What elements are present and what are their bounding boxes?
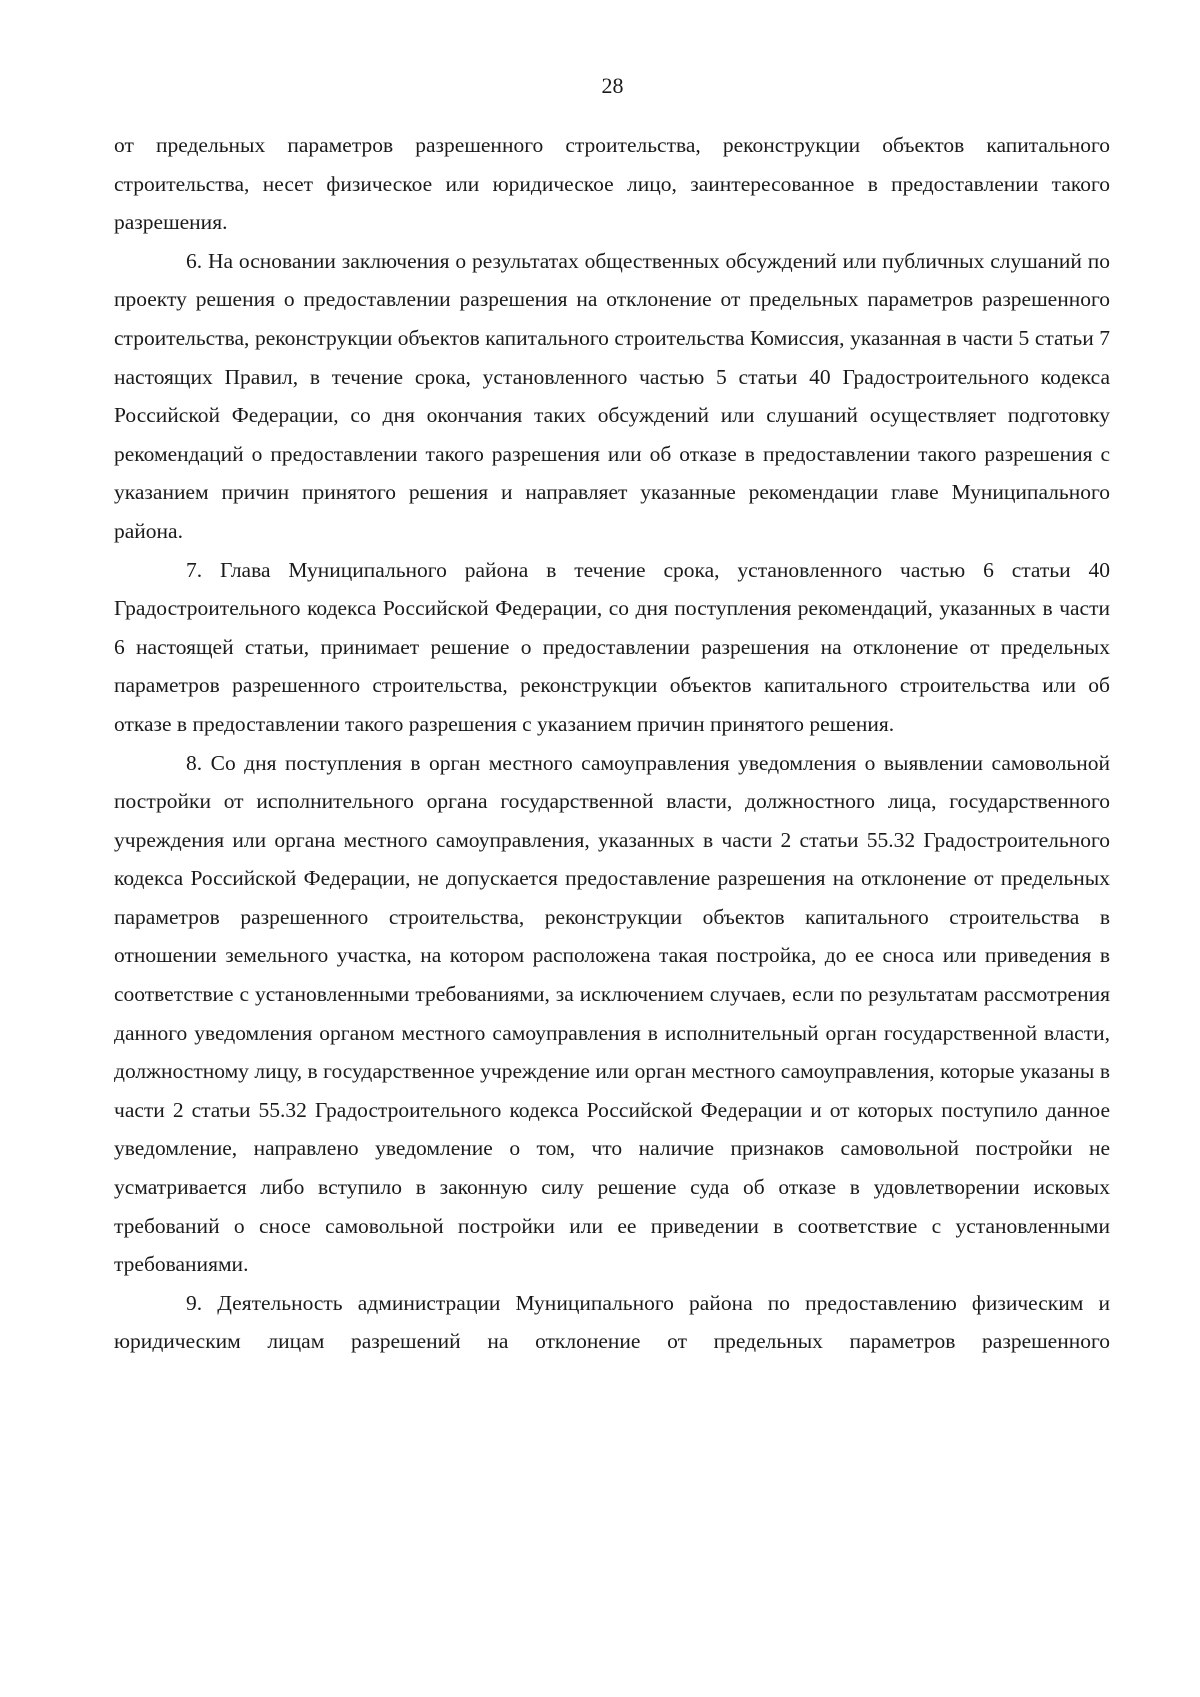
- paragraph-item-8: 8. Со дня поступления в орган местного самоуправления уведомления о выявлении самовольной постройки от исполнительного органа государственной власти, должностного лица, государственного учреждения или органа местного самоуправления, указанных в части 2 статьи 55.32 Градостроительного кодекса Российской Федерации, не допускается предоставление разрешения на отклонение от предельных параметров разрешенного строительства, реконструкции объектов капитального строительства в отношении земельного участка, на котором расположена такая постройка, до ее сноса или приведения в соответствие с установленными требованиями, за исключением случаев, если по результатам рассмотрения данного уведомления органом местного самоуправления в исполнительный орган государственной власти, должностному лицу, в государственное учреждение или орган местного самоуправления, которые указаны в части 2 статьи 55.32 Градостроительного кодекса Российской Федерации и от которых поступило данное уведомление, направлено уведомление о том, что наличие признаков самовольной постройки не усматривается либо вступило в законную силу решение суда об отказе в удовлетворении исковых требований о сносе самовольной постройки или ее приведении в соответствие с установленными требованиями.: [114, 750, 1110, 1277]
- paragraph-item-7: 7. Глава Муниципального района в течение срока, установленного частью 6 статьи 40 Градостроительного кодекса Российской Федерации, со дня поступления рекомендаций, указанных в части 6 настоящей статьи, принимает решение о предоставлении разрешения на отклонение от предельных параметров разрешенного строительства, реконструкции объектов капитального строительства или об отказе в предоставлении такого разрешения с указанием причин принятого решения.: [114, 557, 1110, 736]
- paragraph-continuation: от предельных параметров разрешенного строительства, реконструкции объектов капитального строительства, несет физическое или юридическое лицо, заинтересованное в предоставлении такого разрешения.: [114, 133, 1110, 235]
- document-body: [114, 126, 1110, 1361]
- page-number: 28: [601, 73, 624, 98]
- paragraph-item-6: 6. На основании заключения о результатах общественных обсуждений или публичных слушаний по проекту решения о предоставлении разрешения на отклонение от предельных параметров разрешенного строительства, реконструкции объектов капитального строительства Комиссия, указанная в части 5 статьи 7 настоящих Правил, в течение срока, установленного частью 5 статьи 40 Градостроительного кодекса Российской Федерации, со дня окончания таких обсуждений или слушаний осуществляет подготовку рекомендаций о предоставлении такого разрешения или об отказе в предоставлении такого разрешения с указанием причин принятого решения и направляет указанные рекомендации главе Муниципального района.: [114, 248, 1110, 543]
- paragraph-item-9: 9. Деятельность администрации Муниципального района по предоставлению физическим и юридическим лицам разрешений на отклонение от предельных параметров разрешенного: [114, 1290, 1110, 1354]
